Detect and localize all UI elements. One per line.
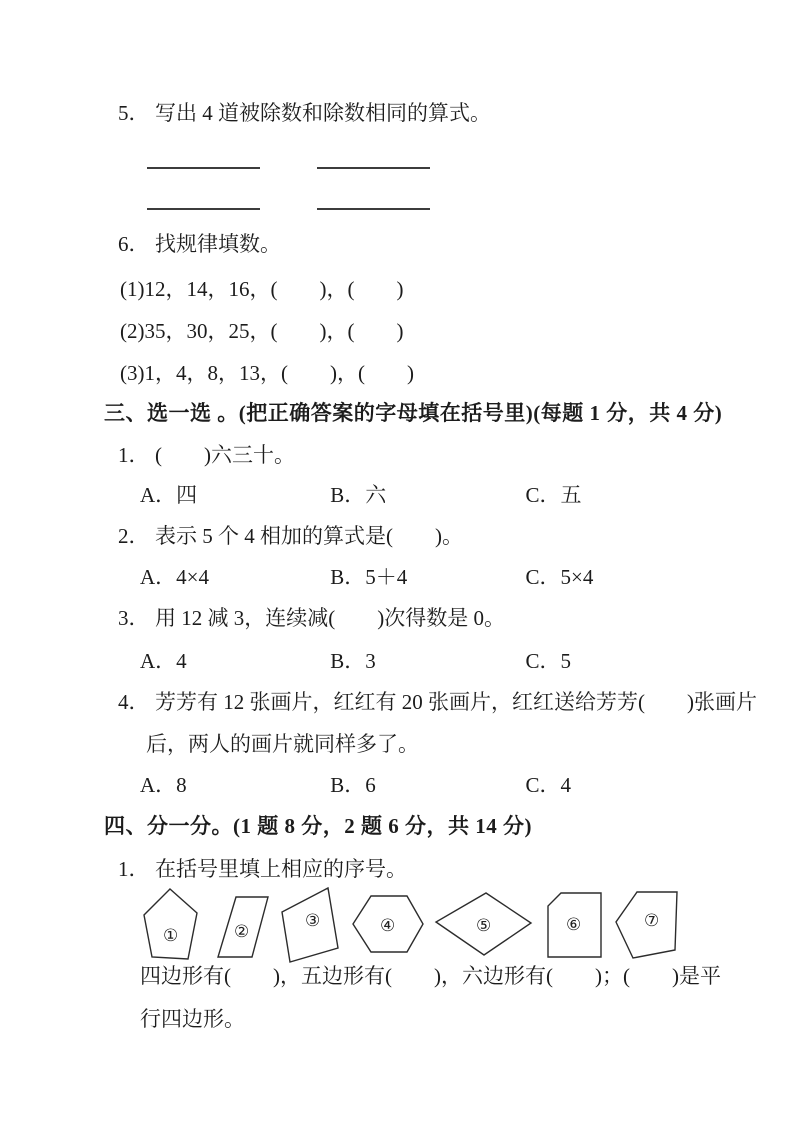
shape-2-label: ② [234,922,250,942]
answer-blank-line [147,208,260,210]
options-row-3-4 [140,771,571,799]
option-b: B．6 [330,773,376,797]
shape-2-parallelogram [208,885,270,963]
option-c: C．4 [525,773,572,797]
question-text: 找规律填数。 [155,232,281,256]
option-a: A．四 [140,483,198,507]
option-a: A．8 [140,773,187,797]
section-3-heading: 三、选一选 。(把正确答案的字母填在括号里)(每题 1 分，共 4 分) [104,401,723,425]
question-number: 2． [118,524,150,548]
item-text: 35，30，25，( )，( ) [144,319,404,343]
classification-line-1: 四边形有( )，五边形有( )，六边形有( )；( )是平 [140,964,721,988]
question-number: 5． [118,101,150,125]
shape-6-label: ⑥ [566,915,582,935]
question-text: 表示 5 个 4 相加的算式是( )。 [155,524,463,548]
shape-5-rhombus [434,890,534,958]
question-4-1 [118,855,407,883]
sequence-item-1 [120,275,403,303]
option-a: A．4×4 [140,565,210,589]
option-b: B．六 [330,483,387,507]
item-label: (3) [120,361,145,385]
options-row-3-2 [140,563,593,591]
shape-3-quadrilateral [278,884,342,964]
answer-blank-line [317,167,430,169]
sequence-item-2 [120,317,403,345]
question-number: 1． [118,857,150,881]
question-5 [118,99,491,127]
item-text: 1，4，8，13，( )，( ) [144,361,414,385]
shape-4-hexagon [350,891,426,957]
shape-3-label: ③ [305,911,321,931]
shapes-row [142,884,680,964]
shape-5-label: ⑤ [476,916,492,936]
answer-blank-line [147,167,260,169]
question-3-4-line1 [118,688,757,716]
section-4-heading: 四、分一分。(1 题 8 分，2 题 6 分，共 14 分) [104,814,532,838]
question-text: 芳芳有 12 张画片，红红有 20 张画片，红红送给芳芳( )张画片 [155,690,757,714]
shape-1-pentagon [142,885,200,963]
question-text: 写出 4 道被除数和除数相同的算式。 [155,101,491,125]
question-number: 1． [118,443,150,467]
question-3-4-line2: 后，两人的画片就同样多了。 [146,732,419,756]
shape-1-label: ① [163,926,179,946]
question-3-3 [118,604,505,632]
shape-6-cut-corner-square [542,888,606,960]
option-b: B．3 [330,649,376,673]
question-number: 6． [118,232,150,256]
classification-line-2: 行四边形。 [140,1007,245,1031]
shape-4-label: ④ [380,916,396,936]
options-row-3-1 [140,481,582,509]
shape-7-label: ⑦ [644,911,660,931]
option-c: C．5×4 [525,565,594,589]
question-number: 4． [118,690,150,714]
answer-blank-line [317,208,430,210]
sequence-item-3 [120,359,414,387]
question-3-1 [118,441,295,469]
option-a: A．4 [140,649,187,673]
item-text: 12，14，16，( )，( ) [144,277,404,301]
question-text: ( )六三十。 [155,443,295,467]
item-label: (2) [120,319,145,343]
option-b: B．5＋4 [330,565,408,589]
question-3-2 [118,522,463,550]
options-row-3-3 [140,647,571,675]
item-label: (1) [120,277,145,301]
question-number: 3． [118,606,150,630]
option-c: C．5 [525,649,572,673]
question-6 [118,230,281,258]
shape-7-pentagon-left-point [614,888,680,960]
question-text: 用 12 减 3，连续减( )次得数是 0。 [155,606,505,630]
option-c: C．五 [525,483,582,507]
question-text: 在括号里填上相应的序号。 [155,857,407,881]
